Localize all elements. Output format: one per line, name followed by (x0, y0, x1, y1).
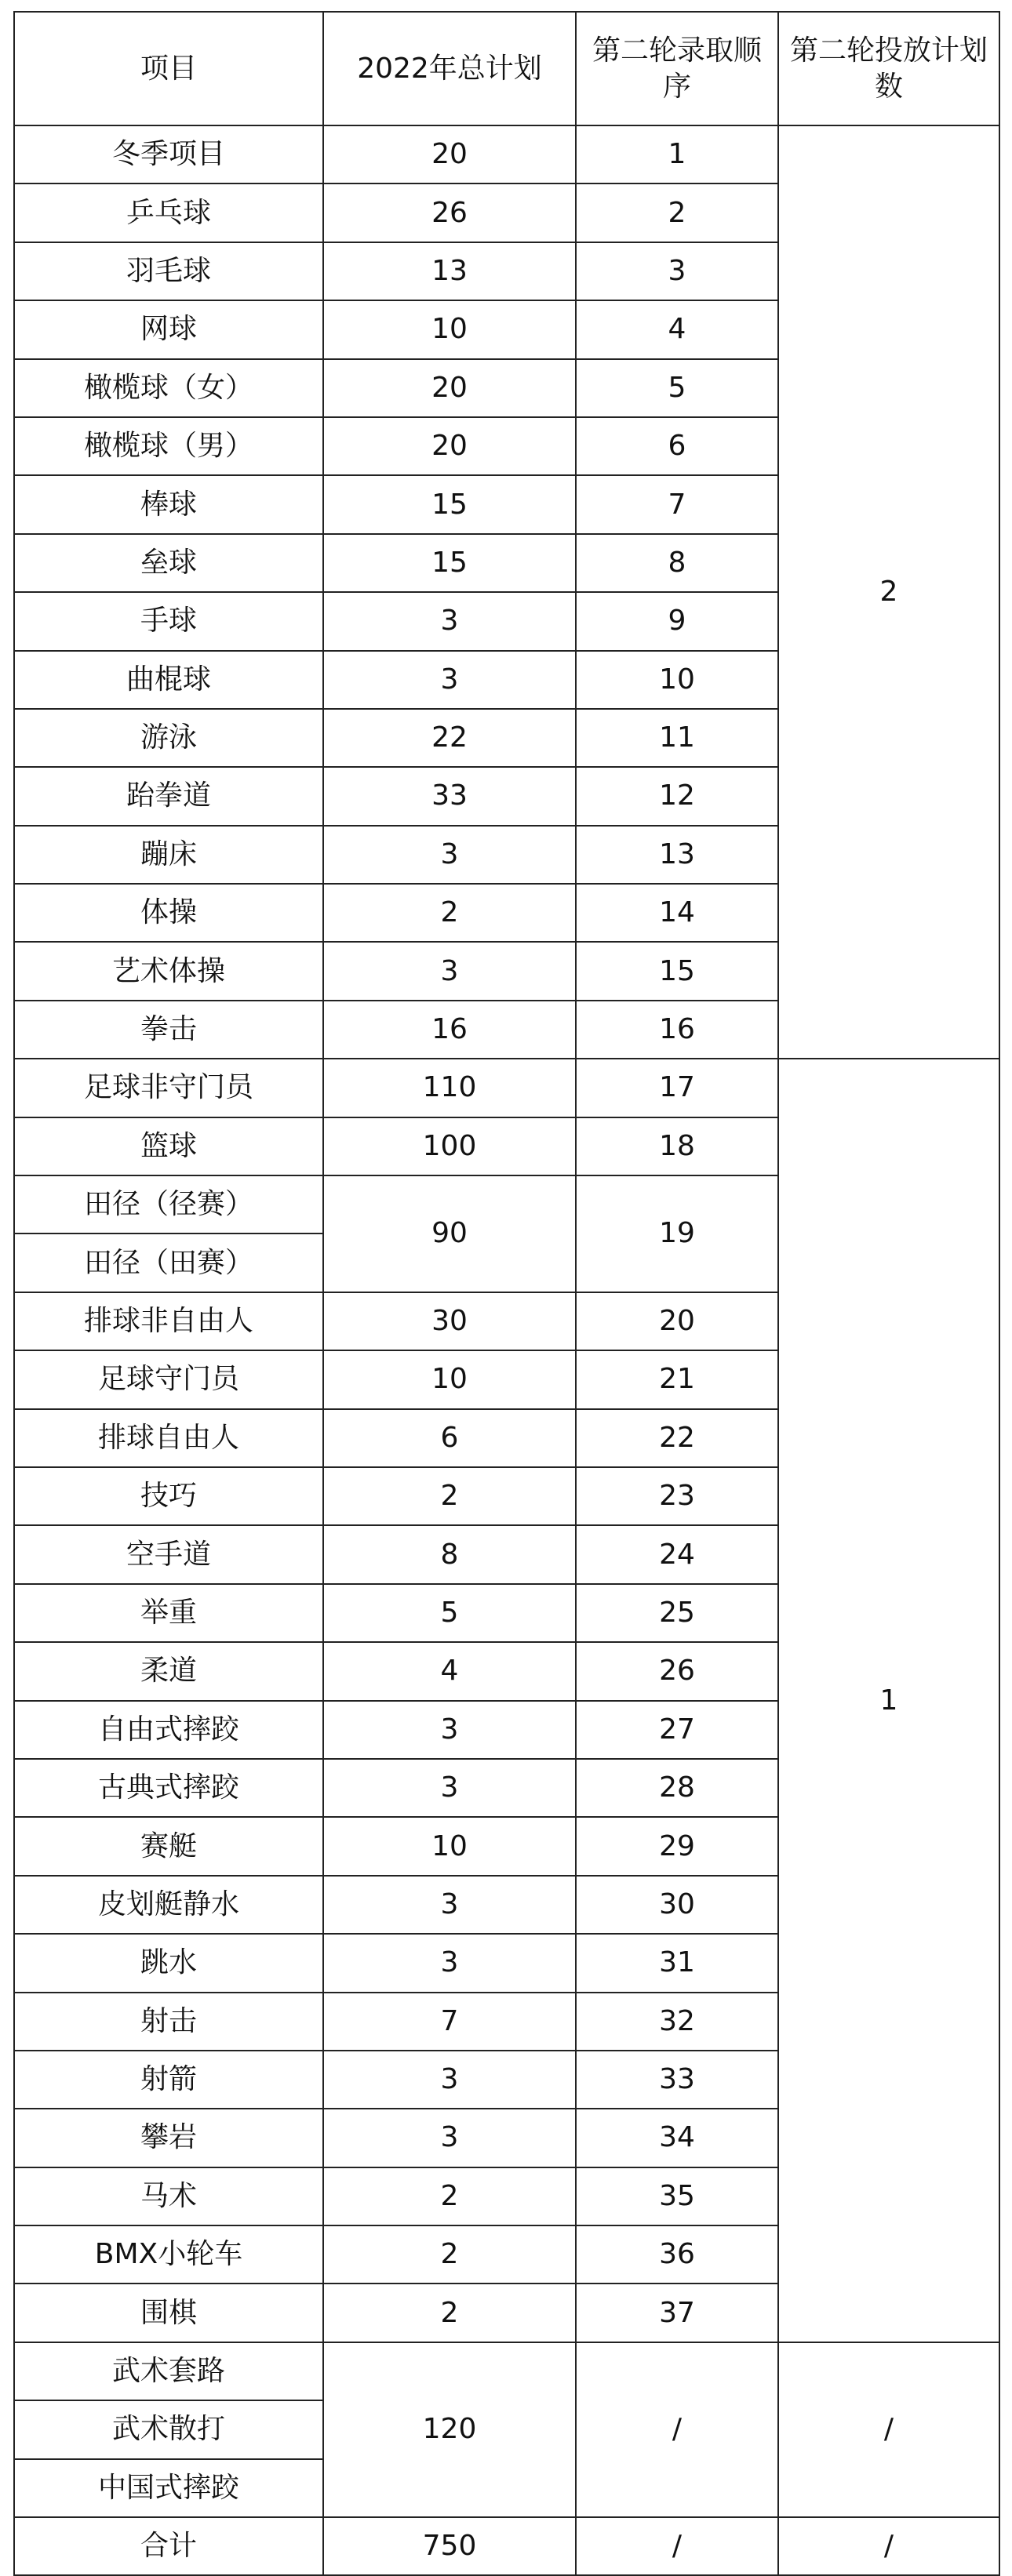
quota-cell: / (778, 2517, 999, 2575)
project-name-cell: 手球 (14, 592, 323, 650)
quota-cell: 1 (778, 1059, 999, 2342)
header-quota: 第二轮投放计划数 (778, 12, 999, 125)
total-plan-cell: 3 (323, 1759, 576, 1817)
total-plan-cell: 10 (323, 1350, 576, 1408)
total-plan-cell: 2 (323, 2284, 576, 2342)
project-name-cell: 田径（径赛） (14, 1175, 323, 1234)
project-name-cell: BMX小轮车 (14, 2225, 323, 2284)
total-plan-cell: 4 (323, 1642, 576, 1700)
total-plan-cell: 10 (323, 1817, 576, 1875)
project-name-cell: 古典式摔跤 (14, 1759, 323, 1817)
total-plan-cell: 22 (323, 709, 576, 767)
total-plan-cell: 30 (323, 1292, 576, 1350)
admission-order-cell: 3 (576, 242, 778, 300)
project-name-cell: 举重 (14, 1584, 323, 1642)
project-name-cell: 橄榄球（女） (14, 359, 323, 417)
header-order: 第二轮录取顺序 (576, 12, 778, 125)
total-plan-cell: 100 (323, 1117, 576, 1175)
project-name-cell: 跆拳道 (14, 767, 323, 825)
admission-order-cell: 23 (576, 1467, 778, 1525)
admission-order-cell: 14 (576, 884, 778, 942)
admission-order-cell: 35 (576, 2167, 778, 2225)
total-plan-cell: 8 (323, 1525, 576, 1583)
admission-order-cell: 24 (576, 1525, 778, 1583)
admission-order-cell: 36 (576, 2225, 778, 2284)
project-name-cell: 棒球 (14, 475, 323, 533)
admission-order-cell: 7 (576, 475, 778, 533)
project-name-cell: 网球 (14, 300, 323, 358)
admission-order-cell: 13 (576, 826, 778, 884)
admission-order-cell: 25 (576, 1584, 778, 1642)
enrollment-plan-table (13, 11, 1000, 2576)
admission-order-cell: 37 (576, 2284, 778, 2342)
total-plan-cell: 3 (323, 1934, 576, 1992)
admission-order-cell: 19 (576, 1175, 778, 1292)
project-name-cell: 足球非守门员 (14, 1059, 323, 1117)
project-name-cell: 围棋 (14, 2284, 323, 2342)
admission-order-cell: / (576, 2517, 778, 2575)
quota-cell: 2 (778, 125, 999, 1059)
project-name-cell: 中国式摔跤 (14, 2459, 323, 2517)
project-name-cell: 艺术体操 (14, 942, 323, 1000)
admission-order-cell: 2 (576, 183, 778, 242)
project-name-cell: 乒乓球 (14, 183, 323, 242)
project-name-cell: 射击 (14, 1993, 323, 2051)
admission-order-cell: 17 (576, 1059, 778, 1117)
admission-order-cell: 16 (576, 1001, 778, 1059)
total-plan-cell: 6 (323, 1409, 576, 1467)
total-plan-cell: 3 (323, 826, 576, 884)
project-name-cell: 射箭 (14, 2051, 323, 2109)
project-name-cell: 橄榄球（男） (14, 417, 323, 475)
admission-order-cell: 10 (576, 651, 778, 709)
total-plan-cell: 750 (323, 2517, 576, 2575)
table-row (14, 2342, 999, 2400)
table-row (14, 1059, 999, 1117)
project-name-cell: 武术散打 (14, 2400, 323, 2458)
admission-order-cell: 22 (576, 1409, 778, 1467)
admission-order-cell: 26 (576, 1642, 778, 1700)
total-plan-cell: 120 (323, 2342, 576, 2517)
admission-order-cell: 20 (576, 1292, 778, 1350)
project-name-cell: 皮划艇静水 (14, 1876, 323, 1934)
admission-order-cell: 6 (576, 417, 778, 475)
total-plan-cell: 90 (323, 1175, 576, 1292)
total-plan-cell: 3 (323, 1876, 576, 1934)
total-plan-cell: 20 (323, 359, 576, 417)
project-name-cell: 垒球 (14, 534, 323, 592)
total-plan-cell: 33 (323, 767, 576, 825)
total-plan-cell: 20 (323, 417, 576, 475)
project-name-cell: 冬季项目 (14, 125, 323, 183)
admission-order-cell: 5 (576, 359, 778, 417)
admission-order-cell: 32 (576, 1993, 778, 2051)
table-row (14, 125, 999, 183)
total-plan-cell: 16 (323, 1001, 576, 1059)
project-name-cell: 曲棍球 (14, 651, 323, 709)
admission-order-cell: 9 (576, 592, 778, 650)
project-name-cell: 武术套路 (14, 2342, 323, 2400)
total-plan-cell: 7 (323, 1993, 576, 2051)
total-plan-cell: 2 (323, 2225, 576, 2284)
total-plan-cell: 15 (323, 534, 576, 592)
project-name-cell: 攀岩 (14, 2109, 323, 2167)
project-name-cell: 跳水 (14, 1934, 323, 1992)
project-name-cell: 田径（田赛） (14, 1234, 323, 1292)
total-plan-cell: 3 (323, 651, 576, 709)
total-plan-cell: 3 (323, 2051, 576, 2109)
admission-order-cell: 18 (576, 1117, 778, 1175)
project-name-cell: 技巧 (14, 1467, 323, 1525)
total-plan-cell: 10 (323, 300, 576, 358)
total-plan-cell: 13 (323, 242, 576, 300)
total-plan-cell: 15 (323, 475, 576, 533)
quota-cell: / (778, 2342, 999, 2517)
total-plan-cell: 20 (323, 125, 576, 183)
admission-order-cell: 1 (576, 125, 778, 183)
total-plan-cell: 2 (323, 2167, 576, 2225)
project-name-cell: 马术 (14, 2167, 323, 2225)
project-name-cell: 赛艇 (14, 1817, 323, 1875)
total-plan-cell: 3 (323, 592, 576, 650)
admission-order-cell: 33 (576, 2051, 778, 2109)
total-plan-cell: 3 (323, 2109, 576, 2167)
project-name-cell: 体操 (14, 884, 323, 942)
project-name-cell: 蹦床 (14, 826, 323, 884)
admission-order-cell: 31 (576, 1934, 778, 1992)
project-name-cell: 篮球 (14, 1117, 323, 1175)
header-row (14, 12, 999, 125)
total-plan-cell: 3 (323, 942, 576, 1000)
header-total-plan: 2022年总计划 (323, 12, 576, 125)
total-plan-cell: 3 (323, 1701, 576, 1759)
project-name-cell: 合计 (14, 2517, 323, 2575)
admission-order-cell: 15 (576, 942, 778, 1000)
total-plan-cell: 26 (323, 183, 576, 242)
total-plan-cell: 5 (323, 1584, 576, 1642)
header-project: 项目 (14, 12, 323, 125)
admission-order-cell: 12 (576, 767, 778, 825)
project-name-cell: 排球自由人 (14, 1409, 323, 1467)
project-name-cell: 拳击 (14, 1001, 323, 1059)
project-name-cell: 排球非自由人 (14, 1292, 323, 1350)
admission-order-cell: 4 (576, 300, 778, 358)
admission-order-cell: 30 (576, 1876, 778, 1934)
total-plan-cell: 110 (323, 1059, 576, 1117)
total-plan-cell: 2 (323, 1467, 576, 1525)
admission-order-cell: 29 (576, 1817, 778, 1875)
admission-order-cell: 27 (576, 1701, 778, 1759)
project-name-cell: 自由式摔跤 (14, 1701, 323, 1759)
project-name-cell: 空手道 (14, 1525, 323, 1583)
project-name-cell: 游泳 (14, 709, 323, 767)
table-row (14, 2517, 999, 2575)
admission-order-cell: 28 (576, 1759, 778, 1817)
total-plan-cell: 2 (323, 884, 576, 942)
admission-order-cell: / (576, 2342, 778, 2517)
project-name-cell: 足球守门员 (14, 1350, 323, 1408)
admission-order-cell: 11 (576, 709, 778, 767)
admission-order-cell: 21 (576, 1350, 778, 1408)
project-name-cell: 羽毛球 (14, 242, 323, 300)
admission-order-cell: 34 (576, 2109, 778, 2167)
project-name-cell: 柔道 (14, 1642, 323, 1700)
admission-order-cell: 8 (576, 534, 778, 592)
